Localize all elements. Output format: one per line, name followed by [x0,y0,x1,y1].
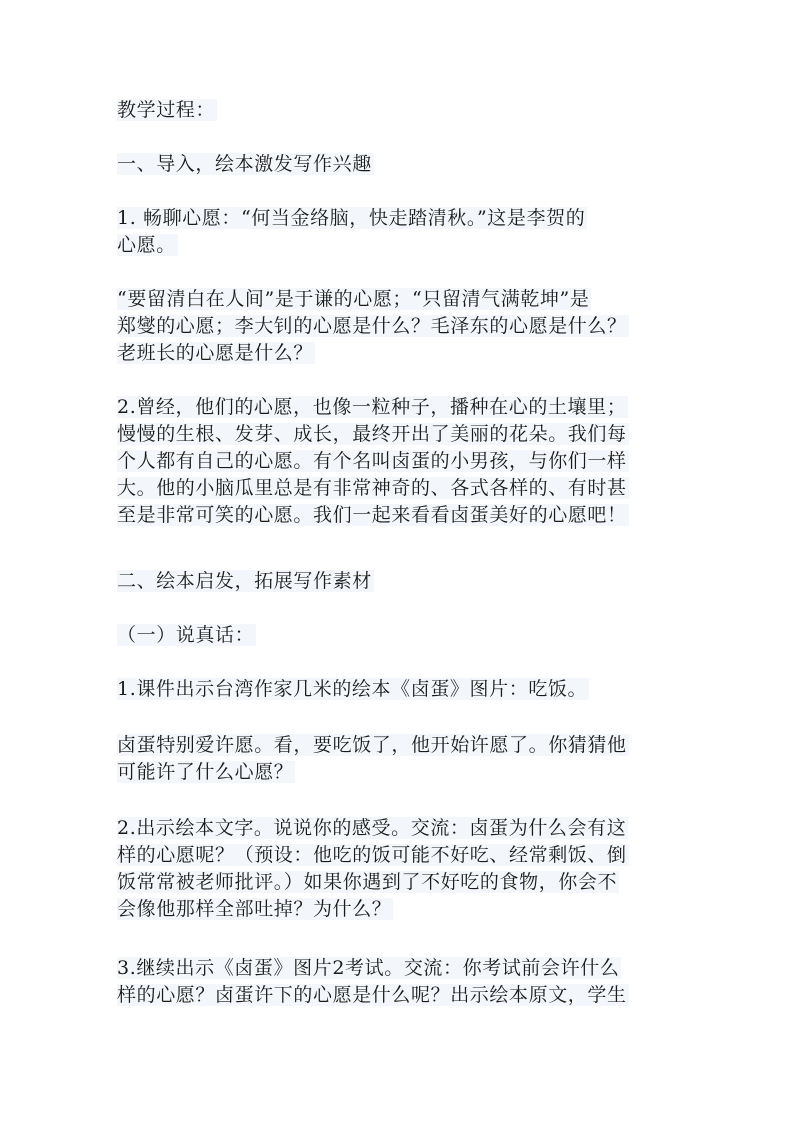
text-line: 老班长的心愿是什么？ [117,342,314,364]
paragraph-7 [117,955,683,1009]
text-line: 3.继续出示《卤蛋》图片2考试。交流：你考试前会许什么 [117,957,620,979]
text-line: 样的心愿？卤蛋许下的心愿是什么呢？出示绘本原文，学生 [117,984,627,1006]
section-1-heading [117,151,683,178]
text-line: 至是非常可笑的心愿。我们一起来看看卤蛋美好的心愿吧！ [117,504,627,526]
section-2-heading [117,568,683,595]
text-line: 1.课件出示台湾作家几米的绘本《卤蛋》图片：吃饭。 [117,678,588,700]
text-line: 样的心愿呢？（预设：他吃的饭可能不好吃、经常剩饭、倒 [117,844,627,866]
paragraph-2 [117,286,683,367]
text-line: 教学过程： [117,99,216,121]
paragraph-1 [117,205,683,259]
text-line: 慢慢的生根、发芽、成长，最终开出了美丽的花朵。我们每 [117,423,627,445]
subsection-1-heading [117,622,683,649]
text-line: “要留清白在人间”是于谦的心愿；“只留清气满乾坤”是 [117,288,590,310]
text-line: 饭常常被老师批评。）如果你遇到了不好吃的食物，你会不 [117,871,618,893]
paragraph-4 [117,676,683,703]
text-line: 一、导入，绘本激发写作兴趣 [117,153,372,175]
heading-process [117,97,683,124]
text-line: 可能许了什么心愿？ [117,761,294,783]
paragraph-3 [117,394,683,529]
text-line: 个人都有自己的心愿。有个名叫卤蛋的小男孩，与你们一样 [117,450,627,472]
text-line: 会像他那样全部吐掉？为什么？ [117,898,392,920]
text-line: 2.曾经，他们的心愿，也像一粒种子，播种在心的土壤里； [117,396,627,418]
paragraph-6 [117,815,683,923]
text-line: 心愿。 [117,234,176,256]
paragraph-5 [117,732,683,786]
text-line: 大。他的小脑瓜里总是有非常神奇的、各式各样的、有时甚 [117,477,627,499]
text-line: 二、绘本启发，拓展写作素材 [117,570,372,592]
text-line: 郑燮的心愿；李大钊的心愿是什么？毛泽东的心愿是什么？ [117,315,627,337]
text-line: 1. 畅聊心愿：“何当金络脑，快走踏清秋。”这是李贺的 [117,207,586,229]
text-line: 卤蛋特别爱许愿。看，要吃饭了，他开始许愿了。你猜猜他 [117,734,627,756]
text-line: （一）说真话： [117,624,255,646]
text-line: 2.出示绘本文字。说说你的感受。交流：卤蛋为什么会有这 [117,817,627,839]
